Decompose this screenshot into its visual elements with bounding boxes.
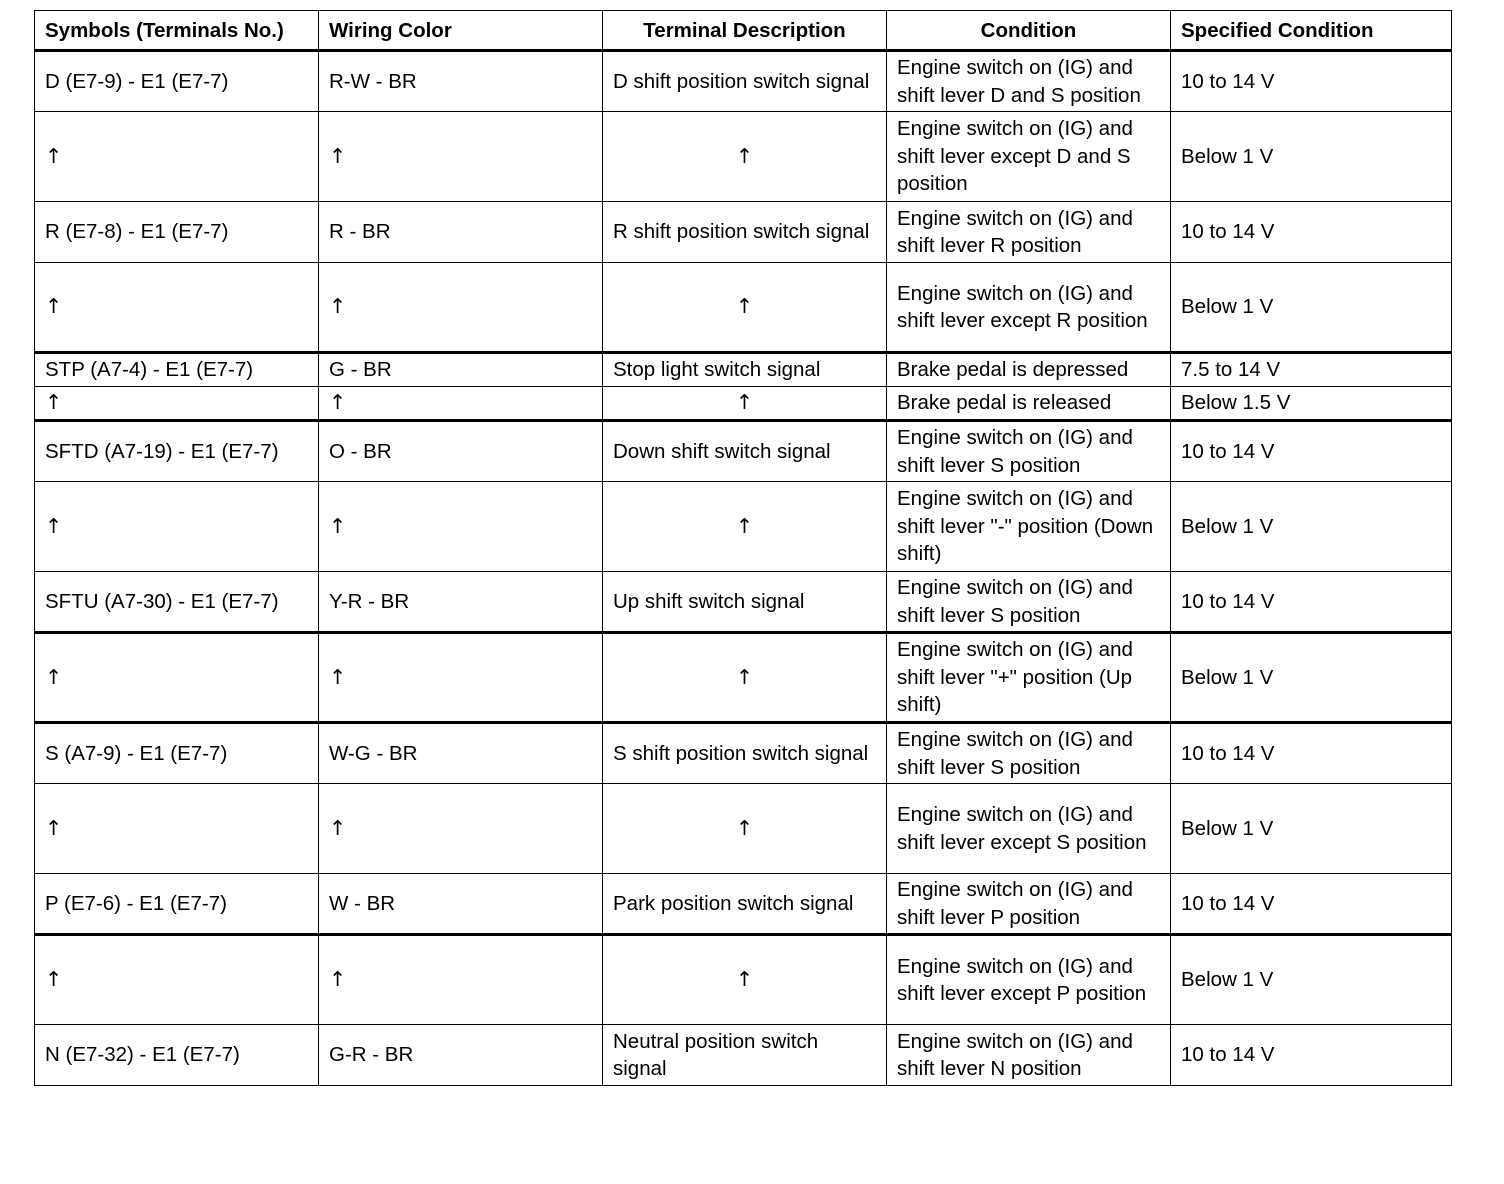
table-row: [35, 263, 1452, 353]
cell-symbols: SFTU (A7-30) - E1 (E7-7): [35, 572, 319, 633]
cell-specified-condition: Below 1.5 V: [1171, 387, 1452, 421]
cell-terminal-description: Up shift switch signal: [603, 572, 887, 633]
table-row: [35, 112, 1452, 202]
table-row: [35, 421, 1452, 482]
cell-wiring-color: W - BR: [319, 874, 603, 935]
cell-symbols: ↑: [35, 387, 319, 421]
cell-symbols: S (A7-9) - E1 (E7-7): [35, 723, 319, 784]
table-row: [35, 51, 1452, 112]
cell-condition: Engine switch on (IG) and shift lever D and S position: [887, 51, 1171, 112]
cell-wiring-color: R-W - BR: [319, 51, 603, 112]
cell-condition: Engine switch on (IG) and shift lever "+" position (Up shift): [887, 633, 1171, 723]
cell-specified-condition: Below 1 V: [1171, 112, 1452, 202]
cell-specified-condition: 10 to 14 V: [1171, 202, 1452, 263]
cell-terminal-description: D shift position switch signal: [603, 51, 887, 112]
cell-terminal-description: S shift position switch signal: [603, 723, 887, 784]
terminal-spec-table: [34, 10, 1452, 1086]
cell-condition: Engine switch on (IG) and shift lever S position: [887, 572, 1171, 633]
table-row: [35, 572, 1452, 633]
cell-condition: Engine switch on (IG) and shift lever except P position: [887, 935, 1171, 1025]
cell-terminal-description: Stop light switch signal: [603, 353, 887, 387]
cell-wiring-color: G-R - BR: [319, 1025, 603, 1086]
cell-terminal-description: ↑: [603, 112, 887, 202]
cell-specified-condition: 10 to 14 V: [1171, 51, 1452, 112]
cell-specified-condition: Below 1 V: [1171, 633, 1452, 723]
cell-specified-condition: Below 1 V: [1171, 482, 1452, 572]
cell-specified-condition: Below 1 V: [1171, 784, 1452, 874]
cell-symbols: STP (A7-4) - E1 (E7-7): [35, 353, 319, 387]
cell-wiring-color: ↑: [319, 784, 603, 874]
cell-wiring-color: ↑: [319, 482, 603, 572]
table-row: [35, 935, 1452, 1025]
cell-condition: Engine switch on (IG) and shift lever except S position: [887, 784, 1171, 874]
cell-symbols: P (E7-6) - E1 (E7-7): [35, 874, 319, 935]
cell-wiring-color: Y-R - BR: [319, 572, 603, 633]
cell-wiring-color: ↑: [319, 387, 603, 421]
cell-terminal-description: ↑: [603, 263, 887, 353]
header-wiring-color: Wiring Color: [319, 11, 603, 51]
cell-symbols: R (E7-8) - E1 (E7-7): [35, 202, 319, 263]
table-row: [35, 387, 1452, 421]
cell-specified-condition: Below 1 V: [1171, 263, 1452, 353]
header-specified-condition: Specified Condition: [1171, 11, 1452, 51]
cell-condition: Brake pedal is depressed: [887, 353, 1171, 387]
cell-terminal-description: ↑: [603, 633, 887, 723]
header-symbols: Symbols (Terminals No.): [35, 11, 319, 51]
cell-condition: Engine switch on (IG) and shift lever R position: [887, 202, 1171, 263]
cell-terminal-description: Park position switch signal: [603, 874, 887, 935]
cell-wiring-color: ↑: [319, 633, 603, 723]
table-row: [35, 482, 1452, 572]
cell-terminal-description: Neutral position switch signal: [603, 1025, 887, 1086]
cell-wiring-color: O - BR: [319, 421, 603, 482]
cell-condition: Engine switch on (IG) and shift lever P position: [887, 874, 1171, 935]
cell-symbols: ↑: [35, 263, 319, 353]
cell-wiring-color: ↑: [319, 112, 603, 202]
cell-terminal-description: ↑: [603, 387, 887, 421]
table-row: [35, 353, 1452, 387]
cell-specified-condition: 7.5 to 14 V: [1171, 353, 1452, 387]
table-row: [35, 633, 1452, 723]
header-condition: Condition: [887, 11, 1171, 51]
table-row: [35, 1025, 1452, 1086]
cell-terminal-description: R shift position switch signal: [603, 202, 887, 263]
table-row: [35, 723, 1452, 784]
header-row: [35, 11, 1452, 51]
cell-specified-condition: 10 to 14 V: [1171, 572, 1452, 633]
cell-symbols: ↑: [35, 112, 319, 202]
cell-condition: Engine switch on (IG) and shift lever "-" position (Down shift): [887, 482, 1171, 572]
table-row: [35, 784, 1452, 874]
cell-specified-condition: 10 to 14 V: [1171, 1025, 1452, 1086]
table-row: [35, 874, 1452, 935]
cell-condition: Engine switch on (IG) and shift lever S position: [887, 723, 1171, 784]
cell-symbols: D (E7-9) - E1 (E7-7): [35, 51, 319, 112]
cell-condition: Brake pedal is released: [887, 387, 1171, 421]
cell-condition: Engine switch on (IG) and shift lever N position: [887, 1025, 1171, 1086]
cell-specified-condition: 10 to 14 V: [1171, 421, 1452, 482]
cell-condition: Engine switch on (IG) and shift lever except D and S position: [887, 112, 1171, 202]
cell-symbols: ↑: [35, 482, 319, 572]
cell-symbols: ↑: [35, 935, 319, 1025]
cell-wiring-color: ↑: [319, 263, 603, 353]
cell-symbols: SFTD (A7-19) - E1 (E7-7): [35, 421, 319, 482]
cell-wiring-color: W-G - BR: [319, 723, 603, 784]
cell-terminal-description: ↑: [603, 482, 887, 572]
cell-condition: Engine switch on (IG) and shift lever except R position: [887, 263, 1171, 353]
cell-symbols: N (E7-32) - E1 (E7-7): [35, 1025, 319, 1086]
cell-wiring-color: G - BR: [319, 353, 603, 387]
cell-symbols: ↑: [35, 784, 319, 874]
cell-specified-condition: 10 to 14 V: [1171, 723, 1452, 784]
table-row: [35, 202, 1452, 263]
cell-terminal-description: ↑: [603, 935, 887, 1025]
cell-specified-condition: Below 1 V: [1171, 935, 1452, 1025]
header-terminal-description: Terminal Description: [603, 11, 887, 51]
cell-terminal-description: Down shift switch signal: [603, 421, 887, 482]
cell-wiring-color: R - BR: [319, 202, 603, 263]
cell-terminal-description: ↑: [603, 784, 887, 874]
cell-specified-condition: 10 to 14 V: [1171, 874, 1452, 935]
cell-wiring-color: ↑: [319, 935, 603, 1025]
cell-symbols: ↑: [35, 633, 319, 723]
cell-condition: Engine switch on (IG) and shift lever S position: [887, 421, 1171, 482]
